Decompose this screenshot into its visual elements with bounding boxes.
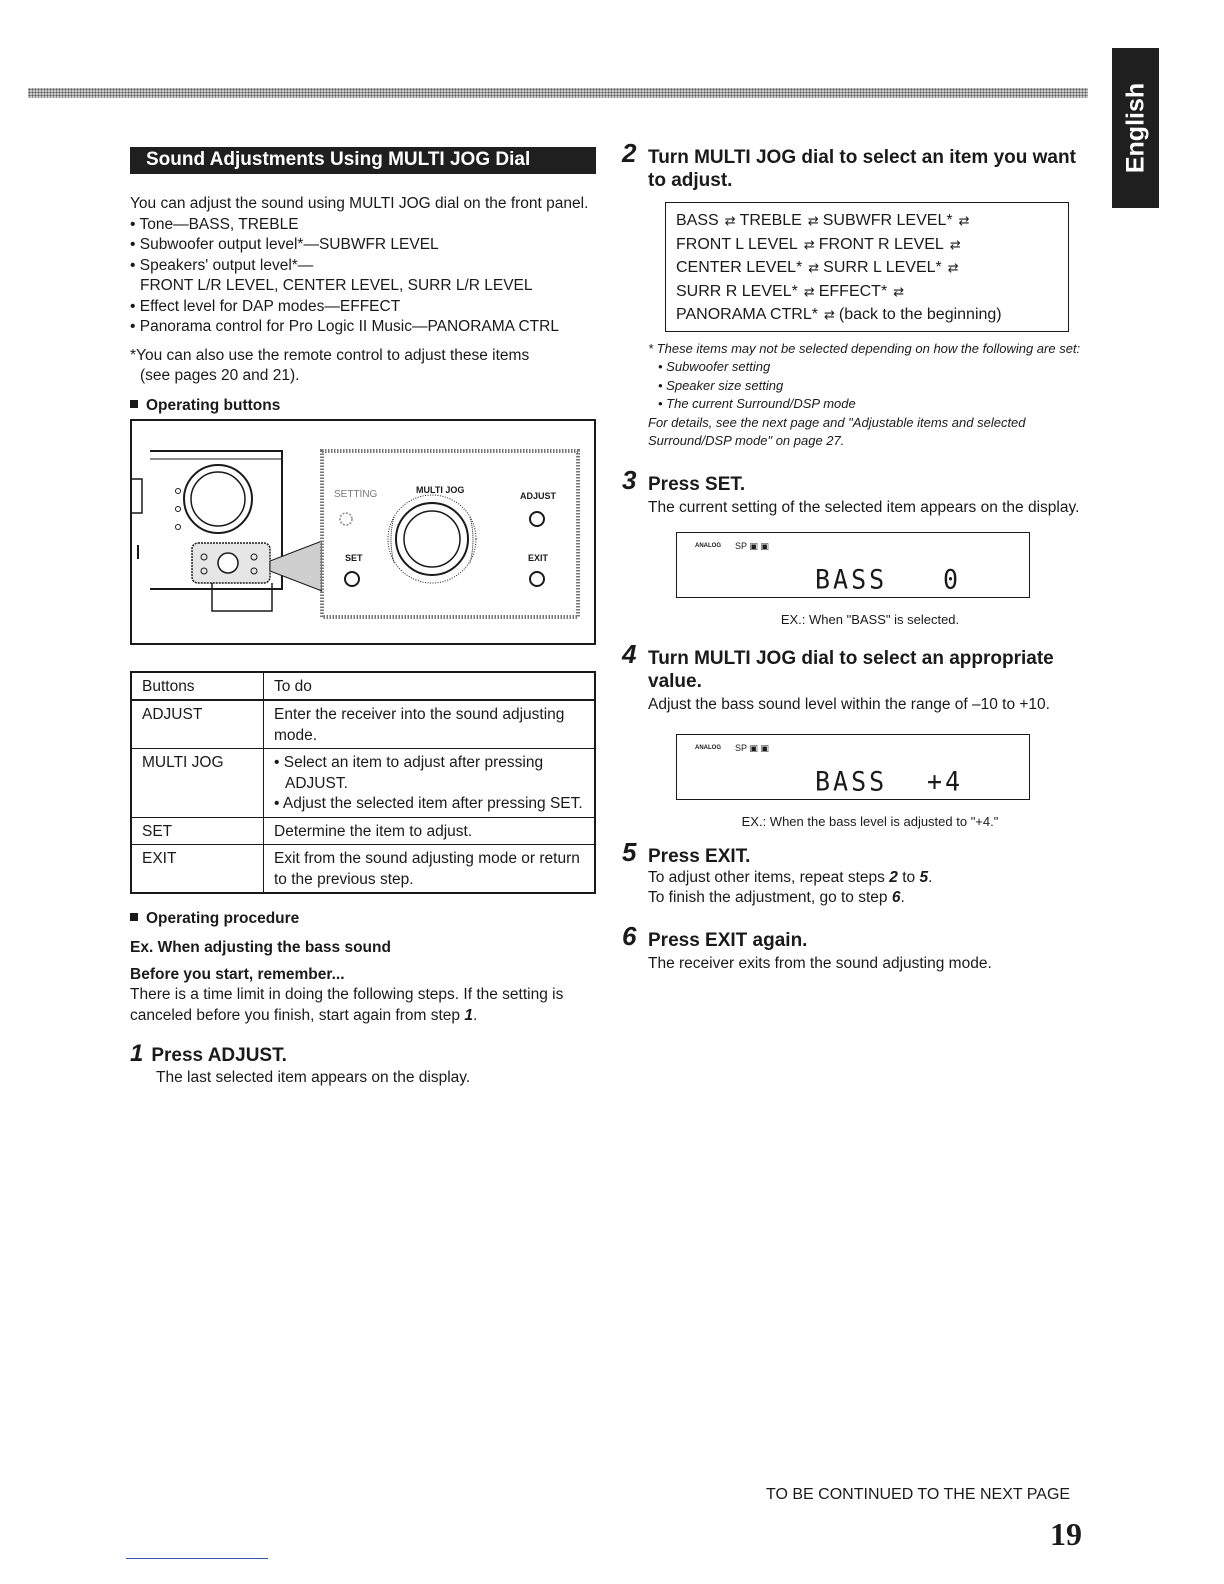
step-4-heading: 4 Turn MULTI JOG dial to select an appropriate value. — [622, 639, 1054, 692]
before-start-heading: Before you start, remember... — [130, 965, 345, 983]
page-number: 19 — [1050, 1516, 1082, 1552]
intro-bullet: • Effect level for DAP modes—EFFECT — [130, 297, 401, 315]
language-tab — [1112, 48, 1159, 208]
section-title: Sound Adjustments Using MULTI JOG Dial — [130, 147, 596, 174]
table-cell-button: MULTI JOG — [131, 749, 264, 818]
step-5-body-a: To adjust other items, repeat steps 2 to 5. — [648, 868, 933, 886]
table-row — [131, 749, 595, 818]
display-item-value: +4 — [927, 765, 964, 797]
operating-procedure-heading: Operating procedure — [130, 910, 596, 928]
adjustable-items-cycle — [665, 202, 1069, 332]
footnote: * These items may not be selected depending on how the following are set: • Subwoofer setting • Speaker size setting • The current Surround/DSP mode For details, see the next page and "Adjustable items and selected Surround/DSP mode" on page 27. — [648, 340, 1081, 448]
cycle-row: CENTER LEVEL* ⇄ SURR L LEVEL* ⇄ — [676, 259, 957, 276]
remote-note-pages: (see pages 20 and 21). — [140, 367, 300, 384]
front-panel-figure — [130, 419, 596, 645]
intro-bullet: • Panorama control for Pro Logic II Music—PANORAMA CTRL — [130, 318, 559, 335]
intro-bullet: FRONT L/R LEVEL, CENTER LEVEL, SURR L/R LEVEL — [140, 277, 533, 294]
set-label: SET — [345, 552, 363, 563]
operating-buttons-table — [130, 671, 596, 895]
multi-jog-label: MULTI JOG — [416, 484, 465, 495]
table-row — [131, 817, 595, 845]
adjust-label: ADJUST — [520, 490, 557, 501]
table-cell-todo: Determine the item to adjust. — [264, 817, 596, 845]
table-cell-todo: Exit from the sound adjusting mode or return to the previous step. — [264, 845, 596, 894]
step-5-heading: 5 Press EXIT. — [622, 836, 751, 867]
step-6-heading: 6 Press EXIT again. — [622, 920, 808, 951]
intro-text: You can adjust the sound using MULTI JOG dial on the front panel. — [130, 195, 589, 212]
table-cell-button: EXIT — [131, 845, 264, 894]
step-2-heading: 2 Turn MULTI JOG dial to select an item you want to adjust. — [622, 138, 1076, 191]
table-cell-todo: Enter the receiver into the sound adjusting mode. — [264, 700, 596, 749]
intro-bullet: • Subwoofer output level*—SUBWFR LEVEL — [130, 236, 439, 253]
step-3-body: The current setting of the selected item appears on the display. — [648, 498, 1080, 516]
table-header-row — [131, 672, 595, 701]
intro-bullet: • Speakers' output level*— — [130, 256, 314, 274]
step-6-body: The receiver exits from the sound adjusting mode. — [648, 954, 992, 972]
left-column — [130, 147, 596, 1089]
operating-buttons-heading: Operating buttons — [130, 397, 596, 415]
table-cell-todo: • Select an item to adjust after pressing ADJUST. • Adjust the selected item after pressing SET. — [264, 749, 596, 818]
right-column — [622, 138, 1092, 974]
step-3-heading: 3 Press SET. — [622, 464, 746, 495]
display-caption: EX.: When the bass level is adjusted to "+4." — [741, 813, 999, 829]
display-item-name: BASS — [815, 765, 888, 797]
cycle-row: PANORAMA CTRL* ⇄ (back to the beginning) — [676, 306, 1002, 323]
step-1-heading: 1 Press ADJUST. — [130, 1040, 287, 1067]
exit-label: EXIT — [528, 552, 549, 563]
setting-label: SETTING — [334, 488, 378, 500]
cycle-row: SURR R LEVEL* ⇄ EFFECT* ⇄ — [676, 282, 903, 300]
cycle-row: FRONT L LEVEL ⇄ FRONT R LEVEL ⇄ — [676, 235, 959, 253]
continued-note: TO BE CONTINUED TO THE NEXT PAGE — [766, 1486, 1071, 1503]
table-header-todo: To do — [264, 672, 596, 701]
display-bass-0: ANALOG SP ▣ ▣ BASS 0 — [676, 532, 1030, 598]
cycle-row: BASS ⇄ TREBLE ⇄ SUBWFR LEVEL* ⇄ — [676, 212, 968, 229]
table-cell-button: SET — [131, 817, 264, 845]
top-dotted-bar — [28, 88, 1088, 98]
language-label: English — [1121, 82, 1149, 174]
time-limit-text: There is a time limit in doing the following steps. If the setting is canceled before you finish, start again from step 1. — [130, 986, 564, 1024]
remote-note: *You can also use the remote control to adjust these items — [130, 346, 530, 364]
display-item-name: BASS — [815, 564, 888, 595]
step-4-body: Adjust the bass sound level within the range of –10 to +10. — [648, 696, 1050, 713]
footer-rule — [126, 1558, 268, 1559]
table-row — [131, 845, 595, 894]
display-bass-plus4: ANALOG SP ▣ ▣ BASS +4 — [676, 734, 1030, 800]
display-caption: EX.: When "BASS" is selected. — [780, 612, 960, 627]
step-1-body: The last selected item appears on the display. — [156, 1069, 471, 1086]
front-panel-illustration — [132, 421, 594, 643]
example-heading: Ex. When adjusting the bass sound — [130, 939, 391, 956]
table-row — [131, 700, 595, 749]
step-5-body-b: To finish the adjustment, go to step 6. — [648, 889, 905, 906]
intro-bullet: • Tone—BASS, TREBLE — [130, 215, 299, 233]
display-item-value: 0 — [943, 564, 962, 595]
table-header-buttons: Buttons — [131, 672, 264, 701]
table-cell-button: ADJUST — [131, 700, 264, 749]
